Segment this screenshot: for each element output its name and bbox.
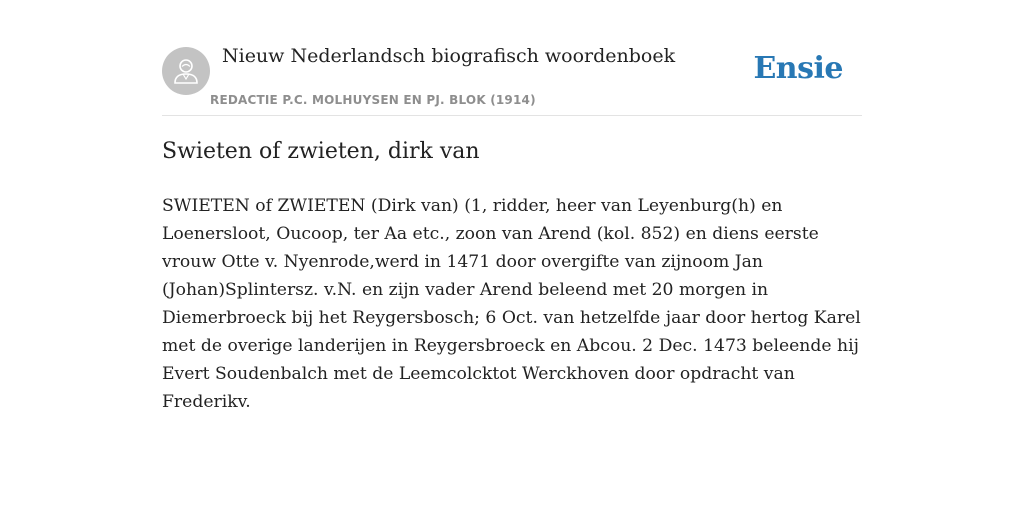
book-header: [162, 40, 862, 116]
article-body: SWIETEN of ZWIETEN (Dirk van) (1, ridder, heer van Leyenburg(h) en Loenersloot, Oucoop, ter Aa etc., zoon van Arend (kol. 852) en diens eerste vrouw Otte v. Nyenrode,werd in 1471 door overgifte van zijnoom Jan (Johan)Splintersz. v.N. en zijn vader Arend beleend met 20 morgen in Diemerbroeck bij het Reygersbosch; 6 Oct. van hetzelfde jaar door hertog Karel met de overige landerijen in Reygersbroeck en Abcou. 2 Dec. 1473 beleende hij Evert Soudenbalch met de Leemcolcktot Werckhoven door opdracht van Frederikv.: [162, 196, 861, 412]
ensie-logo[interactable]: Ensie: [753, 51, 843, 86]
editors-credit: REDACTIE P.C. MOLHUYSEN EN PJ. BLOK (1914): [210, 93, 536, 107]
article-title: Swieten of zwieten, dirk van: [162, 139, 480, 164]
avatar: [162, 47, 210, 95]
book-title[interactable]: Nieuw Nederlandsch biografisch woordenboek: [222, 45, 676, 67]
user-icon: [173, 57, 199, 85]
